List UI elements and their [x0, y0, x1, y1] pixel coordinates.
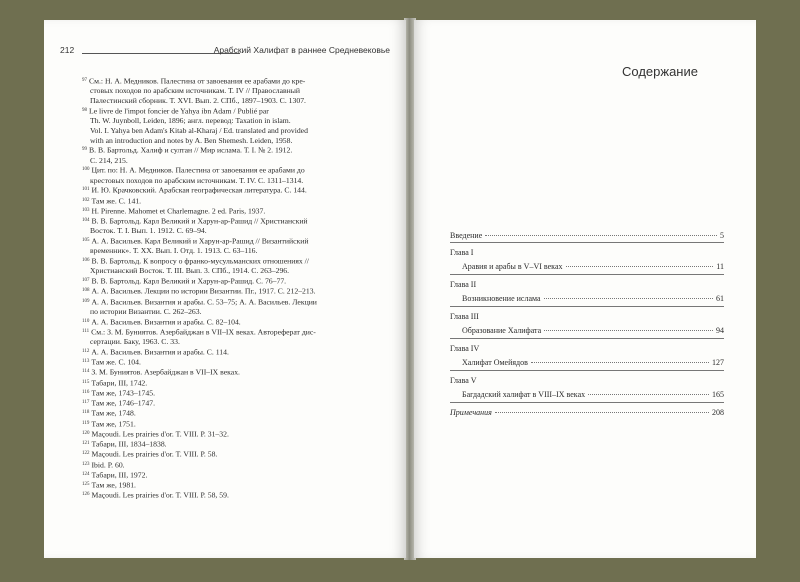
endnote — [82, 357, 387, 367]
endnote — [82, 297, 387, 317]
endnote — [82, 76, 387, 106]
endnote-number: 104 — [82, 218, 90, 223]
endnote-text-line: И. Ю. Крачковский. Арабская географическая литература. С. 144. — [91, 185, 307, 195]
running-head — [60, 45, 390, 59]
endnote-number: 108 — [82, 288, 90, 294]
endnote — [82, 398, 387, 408]
toc-entry-chapter-1[interactable] — [462, 261, 724, 272]
endnote-text-line: В. В. Бартольд. К вопросу о франко-мусульманских отношениях // — [91, 256, 309, 266]
endnote-text-line: Цит. по: Н. А. Медников. Палестина от завоевания ее арабами до — [91, 165, 305, 175]
endnote — [82, 449, 387, 459]
endnote-number: 97 — [82, 78, 87, 83]
endnote-text-line: Табари, III, 1742. — [91, 378, 148, 387]
endnote — [82, 429, 387, 439]
endnote-text-line: Табари, III, 1834–1838. — [91, 439, 167, 449]
toc-entry-chapter-4[interactable] — [462, 357, 724, 368]
endnote-text-line: Там же. С. 104. — [91, 357, 141, 367]
endnote — [82, 327, 387, 347]
toc-part-label: Глава V — [450, 376, 477, 385]
toc-part-label: Глава IV — [450, 344, 480, 353]
endnote-text-line: В. В. Бартольд. Карл Великий и Харун-ар-Рашид. С. 76–77. — [91, 276, 287, 286]
endnote-number: 123 — [82, 461, 90, 467]
endnote-text-line: Th. W. Juynboll, Leiden, 1896; англ. перевод: Taxation in islam. — [90, 116, 291, 125]
endnote-number: 112 — [82, 348, 90, 354]
endnote-text-line: Там же, 1981. — [91, 480, 136, 490]
toc-part-label: Глава I — [450, 248, 474, 257]
endnote-text-line: Le livre de l'impot foncier de Yahya ibn Adam / Publié par — [89, 106, 269, 116]
toc-entry-label: Багдадский халифат в VIII–IX веках — [462, 390, 586, 399]
endnote — [82, 236, 387, 256]
endnote — [82, 460, 387, 470]
endnote-text-line: Vol. I. Yahya ben Adam's Kitab al-Kharaj / Ed. translated and provided — [90, 125, 308, 135]
endnote-number: 114 — [82, 369, 90, 375]
endnote-text-line: Палестинский сборник. Т. XVI. Вып. 2. СПб., 1897–1903. С. 1307. — [90, 96, 306, 105]
endnote — [82, 206, 387, 216]
endnote-text-line: Там же, 1746–1747. — [91, 398, 156, 408]
toc-divider — [450, 274, 724, 275]
toc-entry-label: Халифат Омейядов — [462, 358, 528, 367]
endnote-text-line: А. А. Васильев. Византия и арабы. С. 82–104. — [91, 317, 241, 326]
toc-entry-page: 94 — [716, 326, 724, 335]
endnote-text-line: H. Pirenne. Mahomet et Charlemagne. 2 ed. Paris, 1937. — [91, 206, 266, 216]
endnote-text-line: В. В. Бартольд. Карл Великий и Харун-ар-Рашид // Христианский — [91, 216, 308, 226]
endnote — [82, 145, 387, 165]
endnote — [82, 347, 387, 357]
endnote-text-line: А. А. Васильев. Византия и арабы. С. 114. — [91, 347, 229, 357]
endnote — [82, 470, 387, 480]
endnote-text-line: Там же, 1748. — [91, 408, 136, 418]
toc-entry-label: Образование Халифата — [462, 326, 542, 335]
endnote-number: 100 — [82, 167, 90, 173]
endnote — [82, 480, 387, 490]
endnote-number: 113 — [82, 359, 90, 364]
endnote — [82, 165, 387, 185]
endnote-text-line: сертации. Баку, 1963. С. 33. — [90, 337, 180, 346]
endnote — [82, 408, 387, 418]
endnote-number: 101 — [82, 187, 90, 193]
toc-entry-label: Аравия и арабы в V–VI веках — [462, 262, 563, 271]
toc-leader-dots — [544, 330, 713, 331]
endnote-text-line: Христианский Восток. Т. III. Вып. 3. СПб., 1914. С. 263–296. — [90, 266, 290, 276]
endnote-number: 98 — [82, 107, 87, 113]
endnote — [82, 216, 387, 236]
endnote — [82, 106, 387, 146]
toc-divider — [450, 402, 724, 403]
endnote-text-line: Табари, III, 1972. — [91, 470, 148, 480]
endnote — [82, 286, 387, 296]
endnote-number: 109 — [82, 298, 90, 304]
toc-entry-page: 165 — [712, 390, 724, 399]
left-page — [44, 20, 406, 558]
endnote-text-line: Там же. С. 141. — [91, 196, 142, 205]
endnote-text-line: Восток. Т. I. Вып. 1. 1912. С. 69–94. — [90, 226, 207, 236]
endnote-number: 115 — [82, 379, 90, 385]
page-number: 212 — [60, 45, 75, 55]
endnote-number: 118 — [82, 410, 90, 416]
endnote-text-line: Там же, 1743–1745. — [91, 388, 156, 398]
toc-entry-label: Примечания — [450, 408, 492, 417]
toc-divider — [450, 306, 724, 307]
endnote-number: 102 — [82, 197, 90, 203]
endnote-text-line: Maçoudi. Les prairies d'or. T. VIII. P. 58, 59. — [91, 490, 229, 500]
endnote-number: 105 — [82, 238, 90, 243]
endnote-number: 126 — [82, 492, 90, 498]
endnote — [82, 378, 387, 388]
endnote-text-line: См.: З. М. Буниятов. Азербайджан в VII–IX веках. Автореферат дис- — [91, 327, 316, 337]
right-page — [414, 20, 756, 558]
toc-entry-chapter-3[interactable] — [462, 325, 724, 336]
endnote-text-line: Ibid. P. 60. — [91, 460, 125, 469]
toc-leader-dots — [495, 412, 709, 413]
endnote-number: 125 — [82, 482, 90, 487]
endnote-number: 111 — [82, 328, 90, 334]
toc-entry-page: 61 — [716, 294, 724, 303]
endnote-text-line: См.: Н. А. Медников. Палестина от завоевания ее арабами до кре- — [89, 76, 306, 86]
endnote — [82, 256, 387, 276]
endnote — [82, 367, 387, 377]
endnote-text-line: временник». Т. XX. Вып. I. Отд. 1. 1913. С. 63–116. — [90, 246, 258, 256]
endnote-number: 103 — [82, 207, 90, 213]
endnote — [82, 196, 387, 206]
endnote-text-line: В. В. Бартольд. Халиф и султан // Мир ислама. Т. I. № 2. 1912. — [89, 145, 293, 155]
endnote-text-line: С. 214, 215. — [90, 155, 128, 165]
endnote — [82, 276, 387, 286]
toc-entry-chapter-5[interactable] — [462, 389, 724, 400]
endnote-text-line: А. А. Васильев. Карл Великий и Харун-ар-Рашид // Византийский — [91, 236, 309, 246]
endnote-number: 99 — [82, 147, 87, 153]
toc-divider — [450, 370, 724, 371]
endnote-number: 120 — [82, 430, 90, 436]
endnote-text-line: Maçoudi. Les prairies d'or. T. VIII. P. 31–32. — [91, 429, 229, 439]
toc-entry-page: 208 — [712, 408, 724, 417]
toc-leader-dots — [485, 235, 717, 236]
endnote-text-line: А. А. Васильев. Византия и арабы. С. 53–75; А. А. Васильев. Лекции — [91, 297, 317, 306]
toc-divider — [450, 242, 724, 243]
endnote — [82, 388, 387, 398]
toc-leader-dots — [588, 394, 709, 395]
endnote-text-line: З. М. Буниятов. Азербайджан в VII–IX веках. — [91, 367, 240, 377]
endnote-number: 117 — [82, 400, 90, 405]
endnote-text-line: крестовых походов по арабским источникам. Т. IV. С. 1311–1314. — [90, 175, 304, 185]
toc-divider — [450, 338, 724, 339]
toc-entry-label: Возникновение ислама — [462, 294, 541, 303]
endnote — [82, 185, 387, 195]
toc-part-label: Глава III — [450, 312, 479, 321]
toc-entry-page: 127 — [712, 358, 724, 367]
toc-leader-dots — [566, 266, 714, 267]
toc-entry-page: 5 — [720, 231, 724, 240]
contents-title: Содержание — [622, 64, 698, 79]
toc-entry-chapter-2[interactable] — [462, 293, 724, 304]
toc-part-label: Глава II — [450, 280, 477, 289]
endnote-number: 122 — [82, 451, 90, 457]
endnote-text-line: with an introduction and notes by A. Ben Shemesh. Leiden, 1958. — [90, 135, 293, 145]
endnote-number: 121 — [82, 441, 90, 446]
toc-entry-label: Введение — [450, 231, 483, 240]
endnote-number: 110 — [82, 318, 90, 324]
endnote — [82, 317, 387, 327]
toc-leader-dots — [531, 362, 709, 363]
toc-entry-intro[interactable] — [450, 230, 724, 241]
endnote — [82, 439, 387, 449]
endnote — [82, 490, 387, 500]
running-title: Арабский Халифат в раннее Средневековье — [213, 45, 390, 55]
toc-leader-dots — [544, 298, 713, 299]
endnote-text-line: по истории Византии. С. 262–263. — [90, 306, 202, 316]
endnote — [82, 419, 387, 429]
endnote-number: 107 — [82, 278, 90, 283]
toc-entry-page: 11 — [716, 262, 724, 271]
endnote-text-line: Maçoudi. Les prairies d'or. T. VIII. P. 58. — [91, 449, 218, 459]
endnote-text-line: А. А. Васильев. Лекции по истории Византии. Пг., 1917. С. 212–213. — [91, 286, 316, 296]
endnote-number: 116 — [82, 389, 90, 395]
toc-entry-notes[interactable] — [450, 407, 724, 418]
endnote-text-line: Там же, 1751. — [91, 419, 136, 428]
endnote-number: 124 — [82, 471, 90, 477]
endnote-number: 106 — [82, 258, 90, 263]
endnote-number: 119 — [82, 420, 90, 426]
endnotes-list — [82, 76, 387, 501]
endnote-text-line: стовых походов по арабским источникам. Т. IV // Православный — [90, 86, 301, 96]
